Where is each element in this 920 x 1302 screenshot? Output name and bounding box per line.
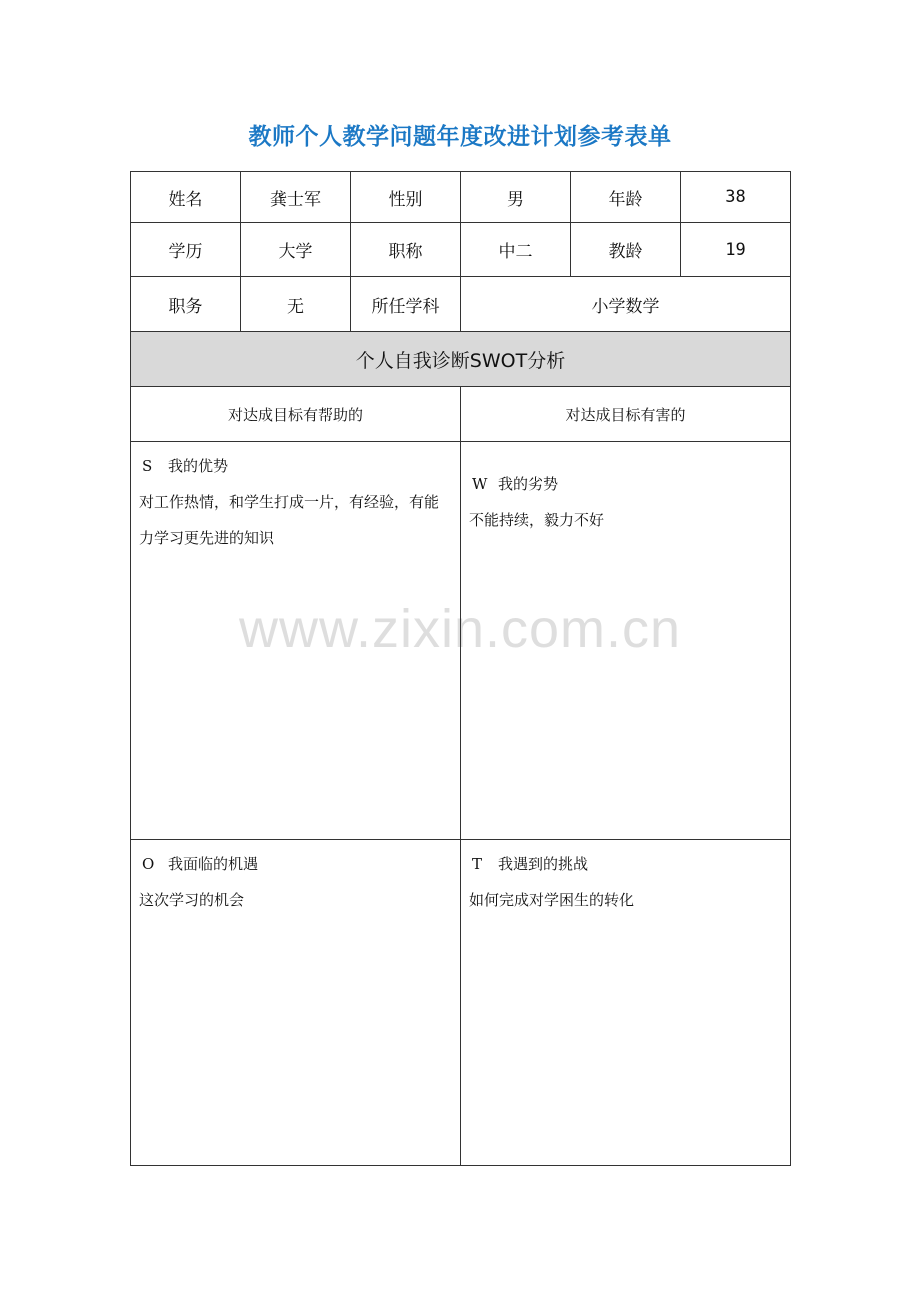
teaching-years-label: 教龄: [571, 223, 681, 277]
strengths-text: 对工作热情，和学生打成一片，有经验，有能力学习更先进的知识: [139, 493, 440, 547]
weaknesses-cell: [461, 442, 791, 840]
weaknesses-heading: [469, 466, 782, 502]
teacher-form-table: [130, 171, 791, 1166]
helpful-column-header: 对达成目标有帮助的: [131, 387, 461, 442]
age-label: 年龄: [571, 172, 681, 223]
info-row-1: [131, 172, 791, 223]
opportunities-text: 这次学习的机会: [139, 891, 245, 909]
swot-row-ot: [131, 840, 791, 1166]
rank-value: 中二: [461, 223, 571, 277]
gender-value: 男: [461, 172, 571, 223]
position-value: 无: [241, 277, 351, 332]
opportunities-heading: [139, 846, 452, 882]
weaknesses-title: 我的劣势: [498, 475, 559, 493]
opportunities-title: 我面临的机遇: [168, 855, 259, 873]
watermark: www.zixin.com.cn: [238, 599, 682, 659]
swot-column-header-row: [131, 387, 791, 442]
teaching-years-value: 19: [681, 223, 791, 277]
strengths-cell: [131, 442, 461, 840]
swot-heading-row: [131, 332, 791, 387]
strengths-title: 我的优势: [168, 457, 229, 475]
strengths-letter: S: [142, 457, 153, 475]
threats-title: 我遇到的挑战: [498, 855, 589, 873]
subject-value: 小学数学: [461, 277, 791, 332]
position-label: 职务: [131, 277, 241, 332]
education-label: 学历: [131, 223, 241, 277]
subject-label: 所任学科: [351, 277, 461, 332]
info-row-3: [131, 277, 791, 332]
education-value: 大学: [241, 223, 351, 277]
opportunities-cell: [131, 840, 461, 1166]
harmful-column-header: 对达成目标有害的: [461, 387, 791, 442]
rank-label: 职称: [351, 223, 461, 277]
threats-letter: T: [472, 855, 483, 873]
age-value: 38: [681, 172, 791, 223]
opportunities-letter: O: [142, 855, 155, 873]
gender-label: 性别: [351, 172, 461, 223]
page-title: 教师个人教学问题年度改进计划参考表单: [248, 124, 672, 150]
weaknesses-letter: W: [472, 475, 488, 493]
name-label: 姓名: [131, 172, 241, 223]
name-value: 龚士军: [241, 172, 351, 223]
swot-heading: 个人自我诊断SWOT分析: [131, 332, 791, 387]
threats-heading: [469, 846, 782, 882]
threats-text: 如何完成对学困生的转化: [469, 891, 635, 909]
strengths-heading: [139, 448, 452, 484]
weaknesses-text: 不能持续，毅力不好: [469, 511, 605, 529]
swot-row-sw: [131, 442, 791, 840]
info-row-2: [131, 223, 791, 277]
threats-cell: [461, 840, 791, 1166]
